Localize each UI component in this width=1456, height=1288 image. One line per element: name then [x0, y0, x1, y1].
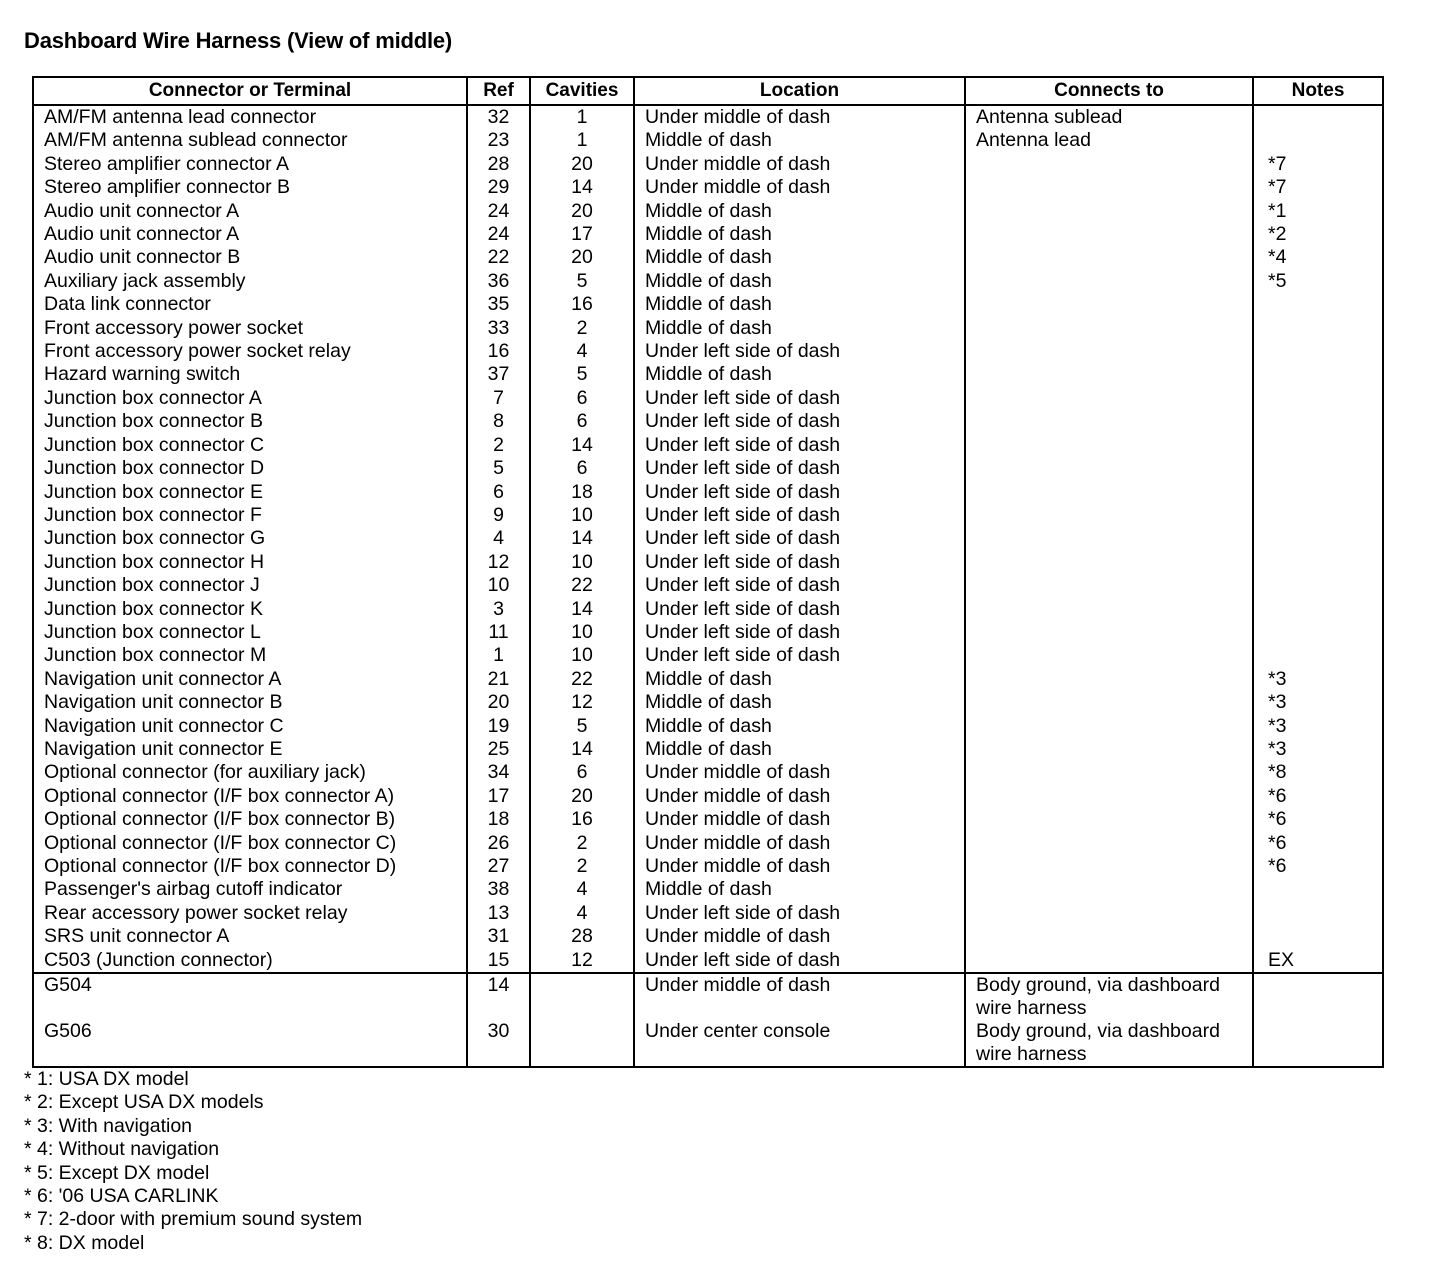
table-row	[33, 644, 1383, 667]
table-row	[33, 457, 1383, 480]
ref-cell: 18	[467, 808, 530, 831]
location-cell: Under left side of dash	[634, 457, 965, 480]
ground-connects-to: Body ground, via dashboard wire harness	[976, 974, 1220, 1020]
notes-cell	[1253, 340, 1383, 363]
connector-cell: Optional connector (I/F box connector B)	[33, 808, 467, 831]
notes-cell: *3	[1253, 691, 1383, 714]
notes-cell: *2	[1253, 223, 1383, 246]
notes-cell	[1253, 105, 1383, 129]
cavities-cell: 2	[530, 832, 634, 855]
footnotes	[24, 1068, 362, 1255]
connector-cell: AM/FM antenna sublead connector	[33, 129, 467, 152]
notes-cell	[1253, 363, 1383, 386]
ref-cell: 28	[467, 153, 530, 176]
ground-location-cell	[634, 973, 965, 1067]
cavities-cell: 4	[530, 340, 634, 363]
connects-to-cell	[965, 434, 1253, 457]
connects-to-cell	[965, 340, 1253, 363]
connects-to-cell: Antenna lead	[965, 129, 1253, 152]
connects-to-cell	[965, 855, 1253, 878]
location-cell: Middle of dash	[634, 715, 965, 738]
cavities-cell: 2	[530, 317, 634, 340]
ref-cell: 13	[467, 902, 530, 925]
ground-location: Under middle of dash	[645, 974, 831, 997]
notes-cell	[1253, 598, 1383, 621]
connects-to-cell	[965, 153, 1253, 176]
notes-cell	[1253, 925, 1383, 948]
cavities-cell: 12	[530, 691, 634, 714]
table-row	[33, 715, 1383, 738]
ref-cell: 15	[467, 949, 530, 973]
table-row	[33, 246, 1383, 269]
connects-to-cell	[965, 317, 1253, 340]
connector-cell: SRS unit connector A	[33, 925, 467, 948]
connector-cell: Audio unit connector A	[33, 223, 467, 246]
cavities-cell: 10	[530, 644, 634, 667]
table-row	[33, 105, 1383, 129]
cavities-cell: 18	[530, 481, 634, 504]
notes-cell: *7	[1253, 176, 1383, 199]
table-row	[33, 504, 1383, 527]
ref-cell: 19	[467, 715, 530, 738]
ref-cell: 11	[467, 621, 530, 644]
cavities-cell: 4	[530, 902, 634, 925]
notes-cell	[1253, 551, 1383, 574]
notes-cell	[1253, 644, 1383, 667]
connects-to-cell	[965, 223, 1253, 246]
notes-cell: *6	[1253, 855, 1383, 878]
connector-cell: Junction box connector C	[33, 434, 467, 457]
ground-cavities	[531, 1020, 633, 1066]
connector-cell: C503 (Junction connector)	[33, 949, 467, 973]
ground-location: Under center console	[645, 1020, 831, 1043]
table-row	[33, 176, 1383, 199]
connects-to-cell	[965, 691, 1253, 714]
ground-notes-cell	[1253, 973, 1383, 1067]
notes-cell	[1253, 481, 1383, 504]
table-row	[33, 925, 1383, 948]
table-row	[33, 738, 1383, 761]
ref-cell: 24	[467, 200, 530, 223]
notes-cell	[1253, 527, 1383, 550]
connector-cell: Hazard warning switch	[33, 363, 467, 386]
location-cell: Middle of dash	[634, 270, 965, 293]
ref-cell: 33	[467, 317, 530, 340]
header-connector: Connector or Terminal	[33, 77, 467, 105]
location-cell: Middle of dash	[634, 878, 965, 901]
table-row	[33, 527, 1383, 550]
notes-cell: *3	[1253, 715, 1383, 738]
ground-connector: G506	[44, 1020, 92, 1043]
header-notes: Notes	[1253, 77, 1383, 105]
table-row	[33, 621, 1383, 644]
connector-cell: Junction box connector M	[33, 644, 467, 667]
ground-cavities-cell	[530, 973, 634, 1067]
connector-cell: Junction box connector K	[33, 598, 467, 621]
connector-cell: Stereo amplifier connector B	[33, 176, 467, 199]
ground-ref-cell	[467, 973, 530, 1067]
connects-to-cell	[965, 785, 1253, 808]
location-cell: Under left side of dash	[634, 434, 965, 457]
notes-cell: *6	[1253, 785, 1383, 808]
table-row	[33, 293, 1383, 316]
connects-to-cell	[965, 481, 1253, 504]
header-location: Location	[634, 77, 965, 105]
ref-cell: 21	[467, 668, 530, 691]
ground-connects-to: Body ground, via dashboard wire harness	[976, 1020, 1220, 1066]
ref-cell: 4	[467, 527, 530, 550]
footnote: * 5: Except DX model	[24, 1161, 210, 1184]
notes-cell	[1253, 504, 1383, 527]
connects-to-cell	[965, 504, 1253, 527]
cavities-cell: 1	[530, 105, 634, 129]
cavities-cell: 1	[530, 129, 634, 152]
connector-cell: AM/FM antenna lead connector	[33, 105, 467, 129]
location-cell: Under left side of dash	[634, 340, 965, 363]
connects-to-cell	[965, 644, 1253, 667]
cavities-cell: 22	[530, 668, 634, 691]
location-cell: Under left side of dash	[634, 621, 965, 644]
cavities-cell: 22	[530, 574, 634, 597]
ground-notes	[1268, 1020, 1382, 1066]
connector-cell: Stereo amplifier connector A	[33, 153, 467, 176]
location-cell: Under left side of dash	[634, 598, 965, 621]
ref-cell: 34	[467, 761, 530, 784]
connects-to-cell	[965, 246, 1253, 269]
connects-to-cell	[965, 574, 1253, 597]
table-row	[33, 153, 1383, 176]
header-connects-to: Connects to	[965, 77, 1253, 105]
ground-connector: G504	[44, 974, 92, 997]
connects-to-cell	[965, 200, 1253, 223]
cavities-cell: 6	[530, 761, 634, 784]
notes-cell	[1253, 293, 1383, 316]
connects-to-cell	[965, 832, 1253, 855]
ref-cell: 23	[467, 129, 530, 152]
notes-cell: *7	[1253, 153, 1383, 176]
connects-to-cell	[965, 925, 1253, 948]
location-cell: Under middle of dash	[634, 176, 965, 199]
connector-cell: Junction box connector B	[33, 410, 467, 433]
ref-cell: 6	[467, 481, 530, 504]
location-cell: Middle of dash	[634, 293, 965, 316]
ref-cell: 22	[467, 246, 530, 269]
location-cell: Under left side of dash	[634, 644, 965, 667]
cavities-cell: 12	[530, 949, 634, 973]
table-row	[33, 340, 1383, 363]
table-row	[33, 785, 1383, 808]
cavities-cell: 20	[530, 785, 634, 808]
connects-to-cell	[965, 902, 1253, 925]
ground-connector-cell	[33, 973, 467, 1067]
header-ref: Ref	[467, 77, 530, 105]
connector-cell: Navigation unit connector B	[33, 691, 467, 714]
header-cavities: Cavities	[530, 77, 634, 105]
table-row	[33, 902, 1383, 925]
connector-cell: Optional connector (for auxiliary jack)	[33, 761, 467, 784]
notes-cell	[1253, 878, 1383, 901]
connector-cell: Data link connector	[33, 293, 467, 316]
ref-cell: 5	[467, 457, 530, 480]
connector-cell: Audio unit connector B	[33, 246, 467, 269]
connector-cell: Optional connector (I/F box connector A)	[33, 785, 467, 808]
table-header-row	[33, 77, 1383, 105]
ref-cell: 29	[467, 176, 530, 199]
location-cell: Middle of dash	[634, 668, 965, 691]
location-cell: Under left side of dash	[634, 387, 965, 410]
ground-cavities	[531, 974, 633, 1020]
ground-row	[33, 973, 1383, 1067]
location-cell: Under left side of dash	[634, 410, 965, 433]
connector-cell: Optional connector (I/F box connector D)	[33, 855, 467, 878]
notes-cell: EX	[1253, 949, 1383, 973]
connector-cell: Junction box connector A	[33, 387, 467, 410]
connects-to-cell	[965, 949, 1253, 973]
ref-cell: 35	[467, 293, 530, 316]
ground-ref: 30	[487, 1020, 510, 1043]
ref-cell: 2	[467, 434, 530, 457]
table-row	[33, 761, 1383, 784]
notes-cell	[1253, 902, 1383, 925]
ground-ref: 14	[487, 974, 510, 997]
notes-cell: *1	[1253, 200, 1383, 223]
location-cell: Middle of dash	[634, 363, 965, 386]
ref-cell: 10	[467, 574, 530, 597]
connects-to-cell	[965, 457, 1253, 480]
ref-cell: 7	[467, 387, 530, 410]
cavities-cell: 20	[530, 200, 634, 223]
location-cell: Under middle of dash	[634, 153, 965, 176]
page-title: Dashboard Wire Harness (View of middle)	[24, 28, 453, 53]
ground-connects-to-cell	[965, 973, 1253, 1067]
cavities-cell: 10	[530, 621, 634, 644]
ref-cell: 3	[467, 598, 530, 621]
ref-cell: 26	[467, 832, 530, 855]
footnote: * 4: Without navigation	[24, 1138, 220, 1161]
connector-cell: Junction box connector G	[33, 527, 467, 550]
location-cell: Under left side of dash	[634, 902, 965, 925]
table-row	[33, 855, 1383, 878]
location-cell: Under middle of dash	[634, 785, 965, 808]
cavities-cell: 10	[530, 504, 634, 527]
connector-cell: Navigation unit connector A	[33, 668, 467, 691]
table-row	[33, 691, 1383, 714]
location-cell: Under middle of dash	[634, 105, 965, 129]
footnote: * 7: 2-door with premium sound system	[24, 1208, 363, 1231]
location-cell: Under left side of dash	[634, 574, 965, 597]
ref-cell: 20	[467, 691, 530, 714]
ref-cell: 1	[467, 644, 530, 667]
notes-cell: *6	[1253, 808, 1383, 831]
connects-to-cell	[965, 878, 1253, 901]
connects-to-cell	[965, 808, 1253, 831]
ref-cell: 38	[467, 878, 530, 901]
location-cell: Middle of dash	[634, 200, 965, 223]
footnote: * 6: '06 USA CARLINK	[24, 1185, 219, 1208]
location-cell: Under middle of dash	[634, 925, 965, 948]
connects-to-cell	[965, 551, 1253, 574]
table-row	[33, 598, 1383, 621]
location-cell: Under middle of dash	[634, 855, 965, 878]
table-row	[33, 668, 1383, 691]
table-row	[33, 317, 1383, 340]
table-row	[33, 949, 1383, 973]
cavities-cell: 14	[530, 738, 634, 761]
notes-cell	[1253, 621, 1383, 644]
ref-cell: 17	[467, 785, 530, 808]
ref-cell: 37	[467, 363, 530, 386]
table-row	[33, 551, 1383, 574]
connects-to-cell	[965, 668, 1253, 691]
table-row	[33, 410, 1383, 433]
cavities-cell: 2	[530, 855, 634, 878]
cavities-cell: 6	[530, 387, 634, 410]
connector-cell: Navigation unit connector E	[33, 738, 467, 761]
table-row	[33, 832, 1383, 855]
cavities-cell: 16	[530, 808, 634, 831]
ref-cell: 12	[467, 551, 530, 574]
table-row	[33, 129, 1383, 152]
ref-cell: 27	[467, 855, 530, 878]
connects-to-cell	[965, 387, 1253, 410]
connector-cell: Front accessory power socket relay	[33, 340, 467, 363]
table-row	[33, 481, 1383, 504]
footnote: * 1: USA DX model	[24, 1068, 189, 1090]
notes-cell	[1253, 129, 1383, 152]
location-cell: Middle of dash	[634, 246, 965, 269]
cavities-cell: 14	[530, 434, 634, 457]
notes-cell: *3	[1253, 668, 1383, 691]
cavities-cell: 20	[530, 246, 634, 269]
notes-cell: *4	[1253, 246, 1383, 269]
ref-cell: 8	[467, 410, 530, 433]
cavities-cell: 5	[530, 363, 634, 386]
connects-to-cell	[965, 761, 1253, 784]
connector-cell: Junction box connector L	[33, 621, 467, 644]
location-cell: Middle of dash	[634, 691, 965, 714]
ref-cell: 16	[467, 340, 530, 363]
cavities-cell: 14	[530, 527, 634, 550]
notes-cell	[1253, 387, 1383, 410]
connects-to-cell	[965, 293, 1253, 316]
cavities-cell: 4	[530, 878, 634, 901]
connector-cell: Rear accessory power socket relay	[33, 902, 467, 925]
table-row	[33, 200, 1383, 223]
connects-to-cell	[965, 270, 1253, 293]
table-row	[33, 434, 1383, 457]
ref-cell: 32	[467, 105, 530, 129]
ref-cell: 31	[467, 925, 530, 948]
cavities-cell: 16	[530, 293, 634, 316]
connects-to-cell	[965, 527, 1253, 550]
connector-cell: Junction box connector J	[33, 574, 467, 597]
table-row	[33, 270, 1383, 293]
connector-cell: Junction box connector D	[33, 457, 467, 480]
connector-cell: Optional connector (I/F box connector C)	[33, 832, 467, 855]
cavities-cell: 14	[530, 598, 634, 621]
connects-to-cell	[965, 715, 1253, 738]
cavities-cell: 28	[530, 925, 634, 948]
ground-notes	[1268, 974, 1382, 1020]
ref-cell: 9	[467, 504, 530, 527]
location-cell: Middle of dash	[634, 738, 965, 761]
footnote: * 3: With navigation	[24, 1114, 193, 1137]
location-cell: Under middle of dash	[634, 761, 965, 784]
location-cell: Middle of dash	[634, 317, 965, 340]
table-row	[33, 387, 1383, 410]
cavities-cell: 6	[530, 410, 634, 433]
table-row	[33, 363, 1383, 386]
location-cell: Under left side of dash	[634, 949, 965, 973]
location-cell: Under middle of dash	[634, 832, 965, 855]
ref-cell: 24	[467, 223, 530, 246]
cavities-cell: 17	[530, 223, 634, 246]
ref-cell: 36	[467, 270, 530, 293]
notes-cell: *3	[1253, 738, 1383, 761]
notes-cell: *6	[1253, 832, 1383, 855]
footnote: * 2: Except USA DX models	[24, 1091, 264, 1114]
notes-cell	[1253, 410, 1383, 433]
cavities-cell: 5	[530, 715, 634, 738]
connector-cell: Junction box connector H	[33, 551, 467, 574]
table-row	[33, 808, 1383, 831]
table-row	[33, 878, 1383, 901]
cavities-cell: 14	[530, 176, 634, 199]
table-row	[33, 574, 1383, 597]
connector-cell: Auxiliary jack assembly	[33, 270, 467, 293]
notes-cell: *8	[1253, 761, 1383, 784]
connects-to-cell	[965, 738, 1253, 761]
connector-cell: Front accessory power socket	[33, 317, 467, 340]
location-cell: Under left side of dash	[634, 481, 965, 504]
connects-to-cell	[965, 176, 1253, 199]
location-cell: Under left side of dash	[634, 527, 965, 550]
location-cell: Under middle of dash	[634, 808, 965, 831]
location-cell: Middle of dash	[634, 223, 965, 246]
connector-cell: Junction box connector F	[33, 504, 467, 527]
location-cell: Middle of dash	[634, 129, 965, 152]
connects-to-cell	[965, 598, 1253, 621]
connects-to-cell	[965, 410, 1253, 433]
location-cell: Under left side of dash	[634, 551, 965, 574]
cavities-cell: 5	[530, 270, 634, 293]
connector-cell: Navigation unit connector C	[33, 715, 467, 738]
notes-cell	[1253, 317, 1383, 340]
cavities-cell: 6	[530, 457, 634, 480]
cavities-cell: 20	[530, 153, 634, 176]
connector-cell: Junction box connector E	[33, 481, 467, 504]
harness-table	[32, 76, 1384, 1068]
notes-cell: *5	[1253, 270, 1383, 293]
notes-cell	[1253, 434, 1383, 457]
connector-cell: Passenger's airbag cutoff indicator	[33, 878, 467, 901]
location-cell: Under left side of dash	[634, 504, 965, 527]
connector-cell: Audio unit connector A	[33, 200, 467, 223]
connects-to-cell: Antenna sublead	[965, 105, 1253, 129]
cavities-cell: 10	[530, 551, 634, 574]
footnote: * 8: DX model	[24, 1231, 145, 1254]
table-row	[33, 223, 1383, 246]
notes-cell	[1253, 574, 1383, 597]
notes-cell	[1253, 457, 1383, 480]
connects-to-cell	[965, 363, 1253, 386]
ref-cell: 25	[467, 738, 530, 761]
connects-to-cell	[965, 621, 1253, 644]
